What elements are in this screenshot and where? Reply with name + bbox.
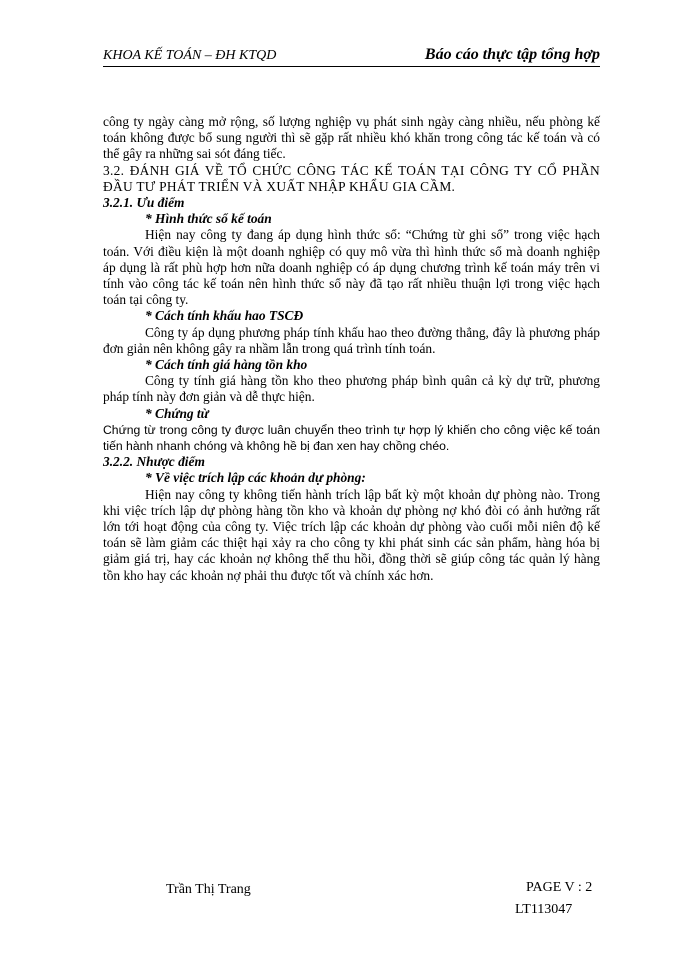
item-accounting-book-form: * Hình thức sổ kế toán bbox=[145, 211, 272, 227]
paragraph-book-form: Hiện nay công ty đang áp dụng hình thức sổ: “Chứng từ ghi sổ” trong việc hạch toán. Với điều kiện là một doanh nghiệp có quy mô vừa thì hình thức sổ mà doanh nghiệp áp dụng là rất phù hợp hơn nữa doanh nghiệp có áp dụng chương trình kế toán máy trên vi tính vào công tác kế toán nên hình thức sổ này đã tạo rất nhiều thuận lợi trong việc hạch toán tại công ty. bbox=[103, 227, 600, 308]
paragraph-depreciation: Công ty áp dụng phương pháp tính khấu hao theo đường thẳng, đây là phương pháp đơn giản nên không gây ra nhầm lẫn trong quá trình tính toán. bbox=[103, 324, 600, 356]
item-vouchers: * Chứng từ bbox=[145, 405, 209, 421]
header-report-title: Báo cáo thực tập tổng hợp bbox=[424, 46, 600, 63]
subsection-disadvantages: 3.2.2. Nhược điểm bbox=[103, 454, 205, 470]
subsection-advantages: 3.2.1. Ưu điểm bbox=[103, 195, 185, 211]
item-depreciation: * Cách tính khấu hao TSCĐ bbox=[145, 308, 304, 324]
document-body bbox=[103, 114, 600, 584]
item-inventory-pricing: * Cách tính giá hàng tồn kho bbox=[145, 357, 308, 373]
section-title: 3.2. ĐÁNH GIÁ VỀ TỔ CHỨC CÔNG TÁC KẾ TOÁN TẠI CÔNG TY CỔ PHẦN ĐẦU TƯ PHÁT TRIỂN VÀ XUẤT NHẬP KHẨU GIA CẦM. bbox=[103, 162, 600, 194]
paragraph-inventory-pricing: Công ty tính giá hàng tồn kho theo phương pháp bình quân cả kỳ dự trữ, phương pháp tính này đơn giản và dễ thực hiện. bbox=[103, 373, 600, 405]
paragraph-continued: công ty ngày càng mở rộng, số lượng nghiệp vụ phát sinh ngày càng nhiều, nếu phòng kế toán không được bổ sung người thì sẽ gặp rất nhiều khó khăn trong công tác kế toán và có thể gây ra những sai sót đáng tiếc. bbox=[103, 114, 600, 162]
footer-student-code: LT113047 bbox=[515, 902, 573, 917]
footer-page-number: PAGE V : 2 bbox=[526, 880, 593, 895]
paragraph-vouchers: Chứng từ trong công ty được luân chuyển theo trình tự hợp lý khiến cho công việc kế toán tiến hành nhanh chóng và không hề bị đan xen hay chồng chéo. bbox=[103, 422, 600, 454]
page-header bbox=[103, 46, 600, 67]
item-provisions: * Về việc trích lập các khoản dự phòng: bbox=[145, 470, 366, 486]
header-faculty: KHOA KẾ TOÁN – ĐH KTQD bbox=[103, 48, 277, 63]
footer-author: Trần Thị Trang bbox=[166, 882, 251, 897]
paragraph-provisions: Hiện nay công ty không tiến hành trích lập bất kỳ một khoản dự phòng nào. Trong khi việc trích lập dự phòng hàng tồn kho và khoản dự phòng nợ khó đòi có ảnh hưởng rất lớn tới hoạt động của công ty. Việc trích lập các khoản dự phòng vào cuối mỗi niên độ kế toán sẽ làm giảm các thiệt hại xảy ra cho công ty khi phát sinh các sản phẩm, hàng hóa bị giảm giá trị, hay các khoản nợ không thể thu hồi, đồng thời sẽ giúp công tác quản lý hàng tồn kho hay các khoản nợ phải thu được tốt và chính xác hơn. bbox=[103, 486, 600, 583]
